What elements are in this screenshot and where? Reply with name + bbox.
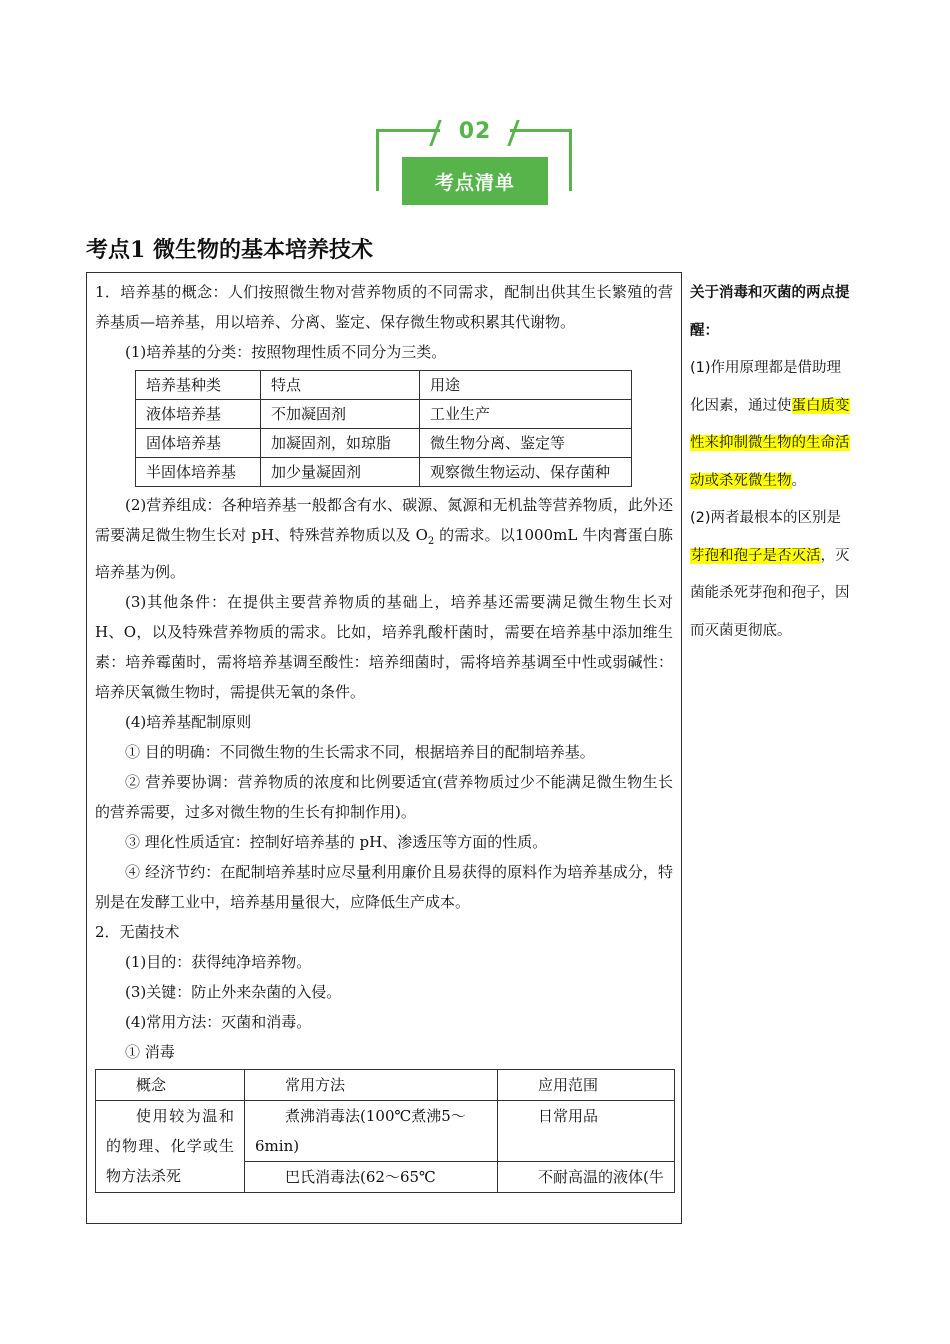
paragraph-aseptic-heading: 2．无菌技术	[95, 923, 180, 941]
paragraph-principle-2: ② 营养要协调：营养物质的浓度和比例要适宜(营养物质过少不能满足微生物生长的营养需要，过多对微生物的生长有抑制作用)。	[95, 773, 673, 821]
paragraph-medium-concept: 1．培养基的概念：人们按照微生物对营养物质的不同需求，配制出供其生长繁殖的营养基质—培养基，用以培养、分离、鉴定、保存微生物或积累其代谢物。	[95, 283, 673, 331]
paragraph-aseptic-key: (3)关键：防止外来杂菌的入侵。	[125, 983, 342, 1001]
table-row	[136, 429, 632, 458]
table-cell: 日常用品	[498, 1101, 675, 1162]
table-row	[96, 1101, 675, 1162]
table-row	[136, 458, 632, 487]
table-cell: 微生物分离、鉴定等	[420, 429, 632, 458]
table-cell: 加凝固剂，如琼脂	[261, 429, 420, 458]
highlight: 芽孢和孢子是否灭活	[690, 547, 821, 564]
table-header-cell: 常用方法	[245, 1070, 498, 1101]
section-badge	[372, 117, 578, 209]
paragraph-other-conditions: (3)其他条件：在提供主要营养物质的基础上，培养基还需要满足微生物生长对 H、O，以及特殊营养物质的需求。比如，培养乳酸杆菌时，需要在培养基中添加维生素：培养霉菌时，需将培养基调至酸性：培养细菌时，需将培养基调至中性或弱碱性：培养厌氧微生物时，需提供无氧的条件。	[95, 593, 673, 701]
paragraph-classification: (1)培养基的分类：按照物理性质不同分为三类。	[125, 343, 447, 361]
table-cell: 半固体培养基	[136, 458, 261, 487]
table-header-cell: 概念	[96, 1070, 245, 1101]
main-content-box	[86, 272, 682, 1224]
highlight: 蛋白质变性来抑制微生物的生命活动或杀死微生物	[690, 397, 850, 489]
table-cell: 液体培养基	[136, 400, 261, 429]
table-header-cell: 特点	[261, 371, 420, 400]
side-note-point-2: (2)两者最根本的区别是芽孢和孢子是否灭活，灭菌能杀死芽孢和孢子，因而灭菌更彻底。	[690, 510, 850, 639]
side-note	[690, 275, 850, 650]
table-header-cell: 用途	[420, 371, 632, 400]
table-row	[136, 400, 632, 429]
badge-number: 02	[458, 119, 492, 144]
side-note-point-1: (1)作用原理都是借助理化因素，通过使蛋白质变性来抑制微生物的生命活动或杀死微生物。	[690, 360, 850, 489]
paragraph-principle-3: ③ 理化性质适宜：控制好培养基的 pH、渗透压等方面的性质。	[125, 833, 548, 851]
table-cell: 不加凝固剂	[261, 400, 420, 429]
section-title: 考点1 微生物的基本培养技术	[86, 237, 373, 263]
paragraph-nutrients: (2)营养组成：各种培养基一般都含有水、碳源、氮源和无机盐等营养物质，此外还需要满足微生物生长对 pH、特殊营养物质以及 $O_2$ 的需求。以1000mL 牛肉膏蛋白胨培养基为例。	[95, 496, 673, 581]
paragraph-principles: (4)培养基配制原则	[125, 713, 252, 731]
paragraph-principle-4: ④ 经济节约：在配制培养基时应尽量利用廉价且易获得的原料作为培养基成分，特别是在发酵工业中，培养基用量很大，应降低生产成本。	[95, 863, 673, 911]
media-type-table	[135, 370, 632, 487]
table-header-row	[96, 1070, 675, 1101]
disinfection-table	[95, 1069, 675, 1193]
table-cell: 固体培养基	[136, 429, 261, 458]
table-header-cell: 应用范围	[498, 1070, 675, 1101]
side-note-title: 关于消毒和灭菌的两点提醒：	[690, 285, 850, 339]
table-cell: 巴氏消毒法(62～65℃	[245, 1162, 498, 1193]
paragraph-disinfection: ① 消毒	[125, 1043, 175, 1061]
table-cell: 工业生产	[420, 400, 632, 429]
table-header-row	[136, 371, 632, 400]
table-cell: 不耐高温的液体(牛	[498, 1162, 675, 1193]
table-cell: 加少量凝固剂	[261, 458, 420, 487]
paragraph-aseptic-purpose: (1)目的：获得纯净培养物。	[125, 953, 312, 971]
paragraph-aseptic-methods: (4)常用方法：灭菌和消毒。	[125, 1013, 312, 1031]
table-header-cell: 培养基种类	[136, 371, 261, 400]
table-cell: 观察微生物运动、保存菌种	[420, 458, 632, 487]
table-cell-concept: 使用较为温和的物理、化学或生物方法杀死	[96, 1101, 245, 1193]
badge-label: 考点清单	[402, 157, 548, 205]
paragraph-principle-1: ① 目的明确：不同微生物的生长需求不同，根据培养目的配制培养基。	[125, 743, 595, 761]
table-cell: 煮沸消毒法(100℃煮沸5～6min)	[245, 1101, 498, 1162]
